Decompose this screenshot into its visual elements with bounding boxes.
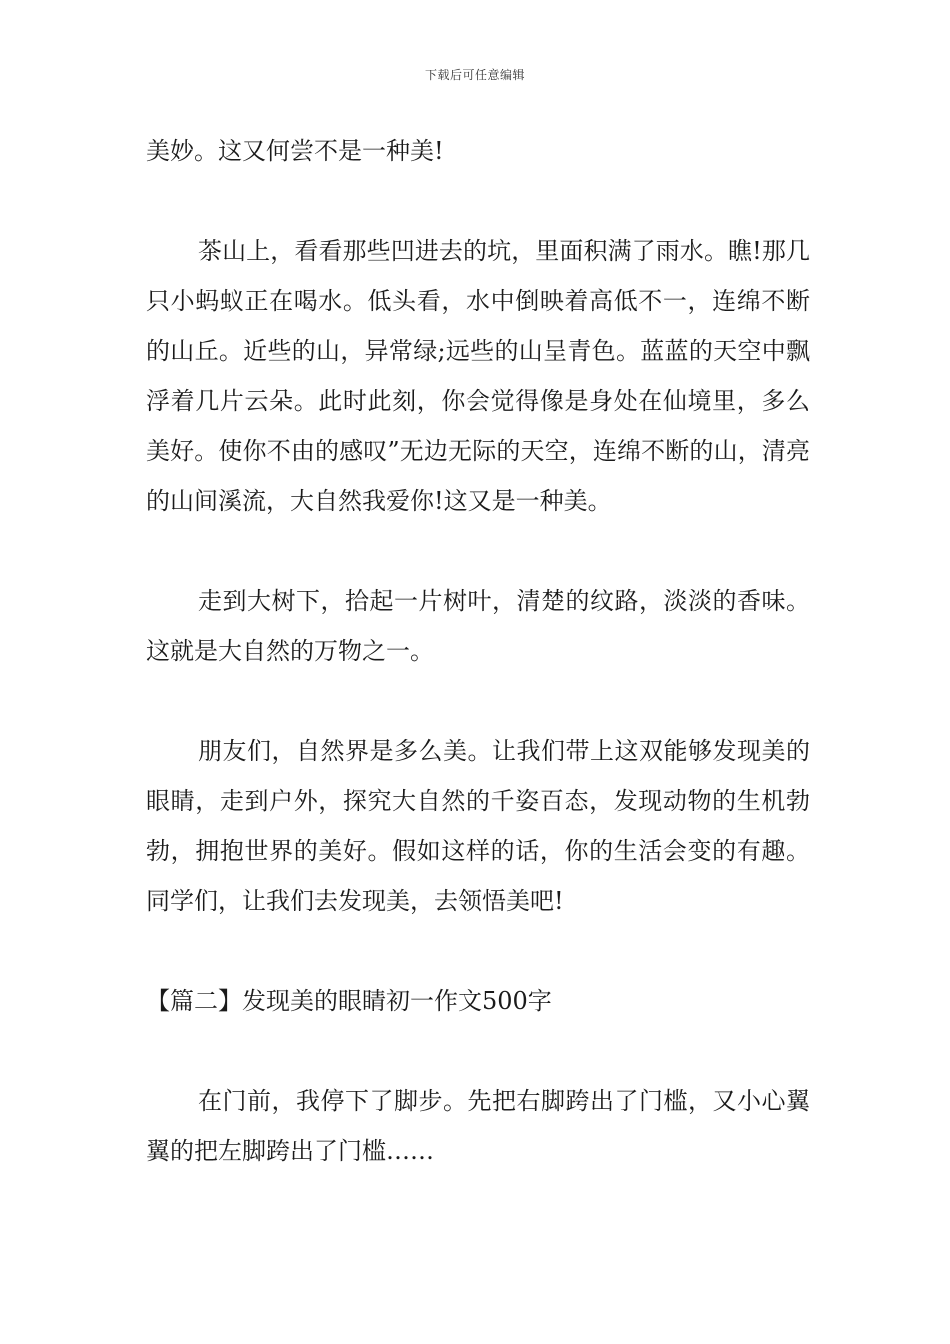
paragraph-big-tree: 走到大树下，拾起一片树叶，清楚的纹路，淡淡的香味。这就是大自然的万物之一。	[146, 587, 810, 665]
paragraph-doorway: 在门前，我停下了脚步。先把右脚跨出了门槛，又小心翼翼的把左脚跨出了门槛……	[146, 1087, 810, 1165]
section-heading: 【篇二】发现美的眼睛初一作文500字	[146, 987, 552, 1015]
paragraph-gap	[146, 926, 810, 976]
paragraph-continuation: 美妙。这又何尝不是一种美!	[146, 137, 444, 165]
paragraph-tea-mountain: 茶山上，看看那些凹进去的坑，里面积满了雨水。瞧!那几只小蚂蚁正在喝水。低头看，水中倒映着高低不一，连绵不断的山丘。近些的山，异常绿;远些的山呈青色。蓝蓝的天空中飘浮着几片云朵。此时此刻，你会觉得像是身处在仙境里，多么美好。使你不由的感叹”无边无际的天空，连绵不断的山，清亮的山间溪流，大自然我爱你!这又是一种美。	[146, 237, 810, 515]
paragraph-gap	[146, 1026, 810, 1076]
header-note: 下载后可任意编辑	[424, 68, 525, 82]
paragraph-gap	[146, 526, 810, 576]
paragraph-gap	[146, 676, 810, 726]
document-body	[146, 126, 810, 1176]
paragraph-gap	[146, 176, 810, 226]
paragraph-friends: 朋友们，自然界是多么美。让我们带上这双能够发现美的眼睛，走到户外，探究大自然的千姿百态，发现动物的生机勃勃，拥抱世界的美好。假如这样的话，你的生活会变的有趣。同学们，让我们去发现美，去领悟美吧!	[146, 737, 810, 915]
